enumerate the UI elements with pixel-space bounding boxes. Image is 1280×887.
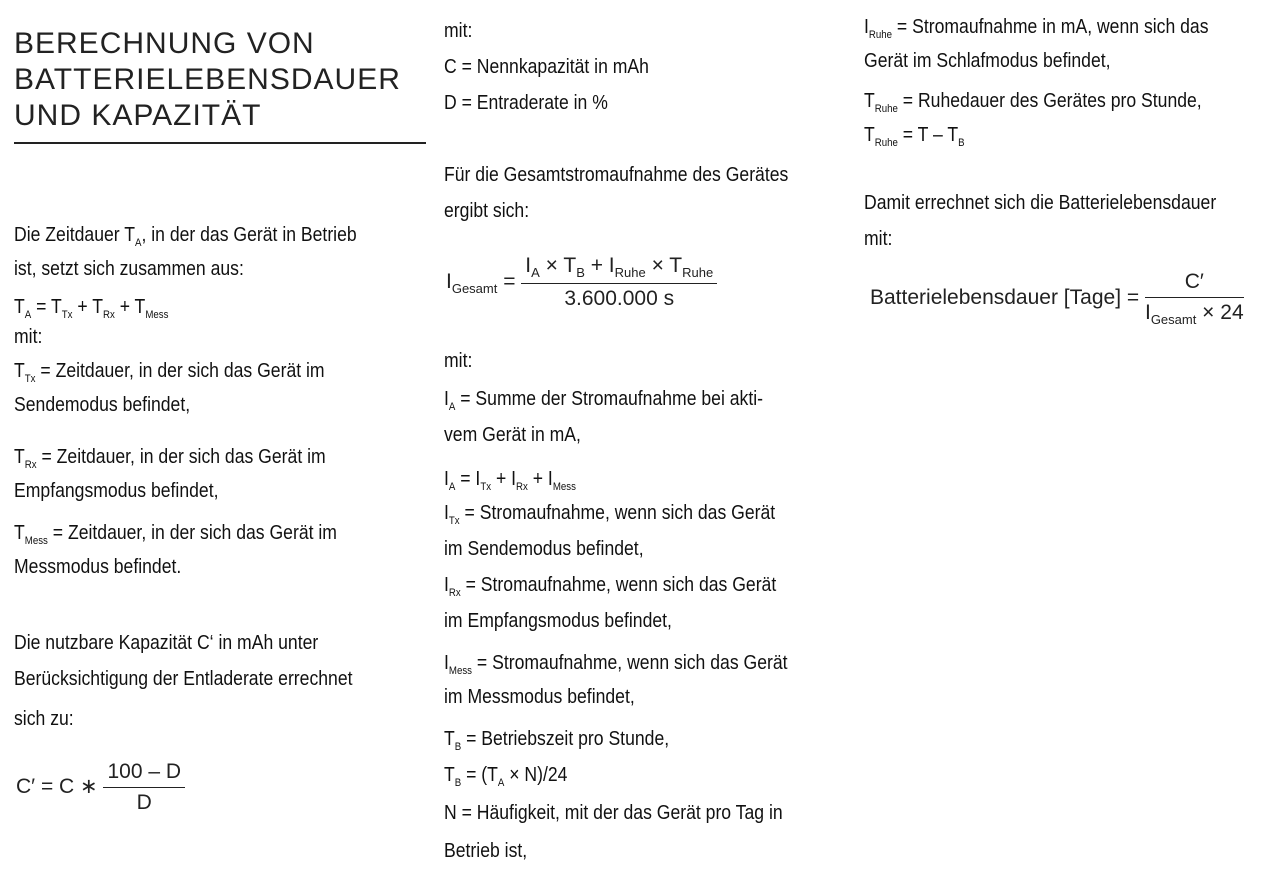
ia-desc-1: $I_A$ = Summe der Stromaufnahme bei akti-	[444, 388, 764, 413]
intro-line-1: Die Zeitdauer $T_A$, in der das Gerät in Betrieb	[14, 224, 357, 249]
iruhe-desc-2: Gerät im Schlafmodus befindet,	[864, 50, 1111, 72]
trx-desc-2: Empfangsmodus befindet,	[14, 480, 219, 502]
title-line-3: UND KAPAZITÄT	[14, 99, 262, 132]
intro-line-2: ist, setzt sich zusammen aus:	[14, 258, 244, 280]
n-desc-2: Betrieb ist,	[444, 840, 528, 862]
itx-desc-2: im Sendemodus befindet,	[444, 538, 644, 560]
d-definition: D = Entraderate in %	[444, 92, 608, 114]
capacity-line-2: Berücksichtigung der Entladerate errechnet	[14, 668, 353, 690]
tmess-desc-1: $T_{Mess}$ = Zeitdauer, in der sich das Gerät im	[14, 522, 337, 547]
life-line-2: mit:	[864, 228, 893, 250]
title-line-2: BATTERIELEBENSDAUER	[14, 63, 401, 96]
tb-formula: $T_B = (T_A \times N)/24$	[444, 764, 568, 789]
formula-ta: $T_A = T_{Tx} + T_{Rx} + T_{Mess}$	[14, 296, 169, 321]
tmess-desc-2: Messmodus befindet.	[14, 556, 182, 578]
battery-life-formula: Batterielebensdauer [Tage] = $\frac{C'}{I_{Gesamt} \times 24}$	[870, 270, 1244, 327]
ia-formula: $I_A = I_{Tx} + I_{Rx} + I_{Mess}$	[444, 468, 576, 493]
iruhe-desc-1: $I_{Ruhe}$ = Stromaufnahme in mA, wenn sich das	[864, 16, 1209, 41]
irx-desc-2: im Empfangsmodus befindet,	[444, 610, 672, 632]
capacity-line-3: sich zu:	[14, 708, 74, 730]
imess-desc-1: $I_{Mess}$ = Stromaufnahme, wenn sich das Gerät	[444, 652, 788, 677]
truhe-desc-1: $T_{Ruhe}$ = Ruhedauer des Gerätes pro Stunde,	[864, 90, 1202, 115]
irx-desc-1: $I_{Rx}$ = Stromaufnahme, wenn sich das Gerät	[444, 574, 777, 599]
ttx-desc-1: $T_{Tx}$ = Zeitdauer, in der sich das Gerät im	[14, 360, 325, 385]
total-current-formula: $I_{Gesamt}$ = $\frac{I_A \times T_B + I_{Ruhe} \times T_{Ruhe}}{3.600.000 s}$	[446, 254, 717, 311]
tb-desc-1: $T_B$ = Betriebszeit pro Stunde,	[444, 728, 670, 753]
capacity-formula: C′ = C ∗ $\frac{100 - D}{D}$	[16, 760, 185, 815]
title-rule	[14, 142, 426, 144]
ia-desc-2: vem Gerät in mA,	[444, 424, 581, 446]
total-line-2: ergibt sich:	[444, 200, 530, 222]
trx-desc-1: $T_{Rx}$ = Zeitdauer, in der sich das Gerät im	[14, 446, 326, 471]
itx-desc-1: $I_{Tx}$ = Stromaufnahme, wenn sich das Gerät	[444, 502, 776, 527]
c-definition: C = Nennkapazität in mAh	[444, 56, 649, 78]
page-title	[14, 26, 426, 134]
life-line-1: Damit errechnet sich die Batterielebensdauer	[864, 192, 1217, 214]
ttx-desc-2: Sendemodus befindet,	[14, 394, 191, 416]
truhe-formula: $T_{Ruhe} = T - T_B$	[864, 124, 965, 149]
title-line-1: BERECHNUNG VON	[14, 27, 315, 60]
mit-label-2: mit:	[444, 20, 473, 42]
mit-label-1: mit:	[14, 326, 43, 348]
capacity-line-1: Die nutzbare Kapazität C‘ in mAh unter	[14, 632, 319, 654]
total-line-1: Für die Gesamtstromaufnahme des Gerätes	[444, 164, 789, 186]
imess-desc-2: im Messmodus befindet,	[444, 686, 635, 708]
mit-label-3: mit:	[444, 350, 473, 372]
n-desc-1: N = Häufigkeit, mit der das Gerät pro Tag in	[444, 802, 783, 824]
